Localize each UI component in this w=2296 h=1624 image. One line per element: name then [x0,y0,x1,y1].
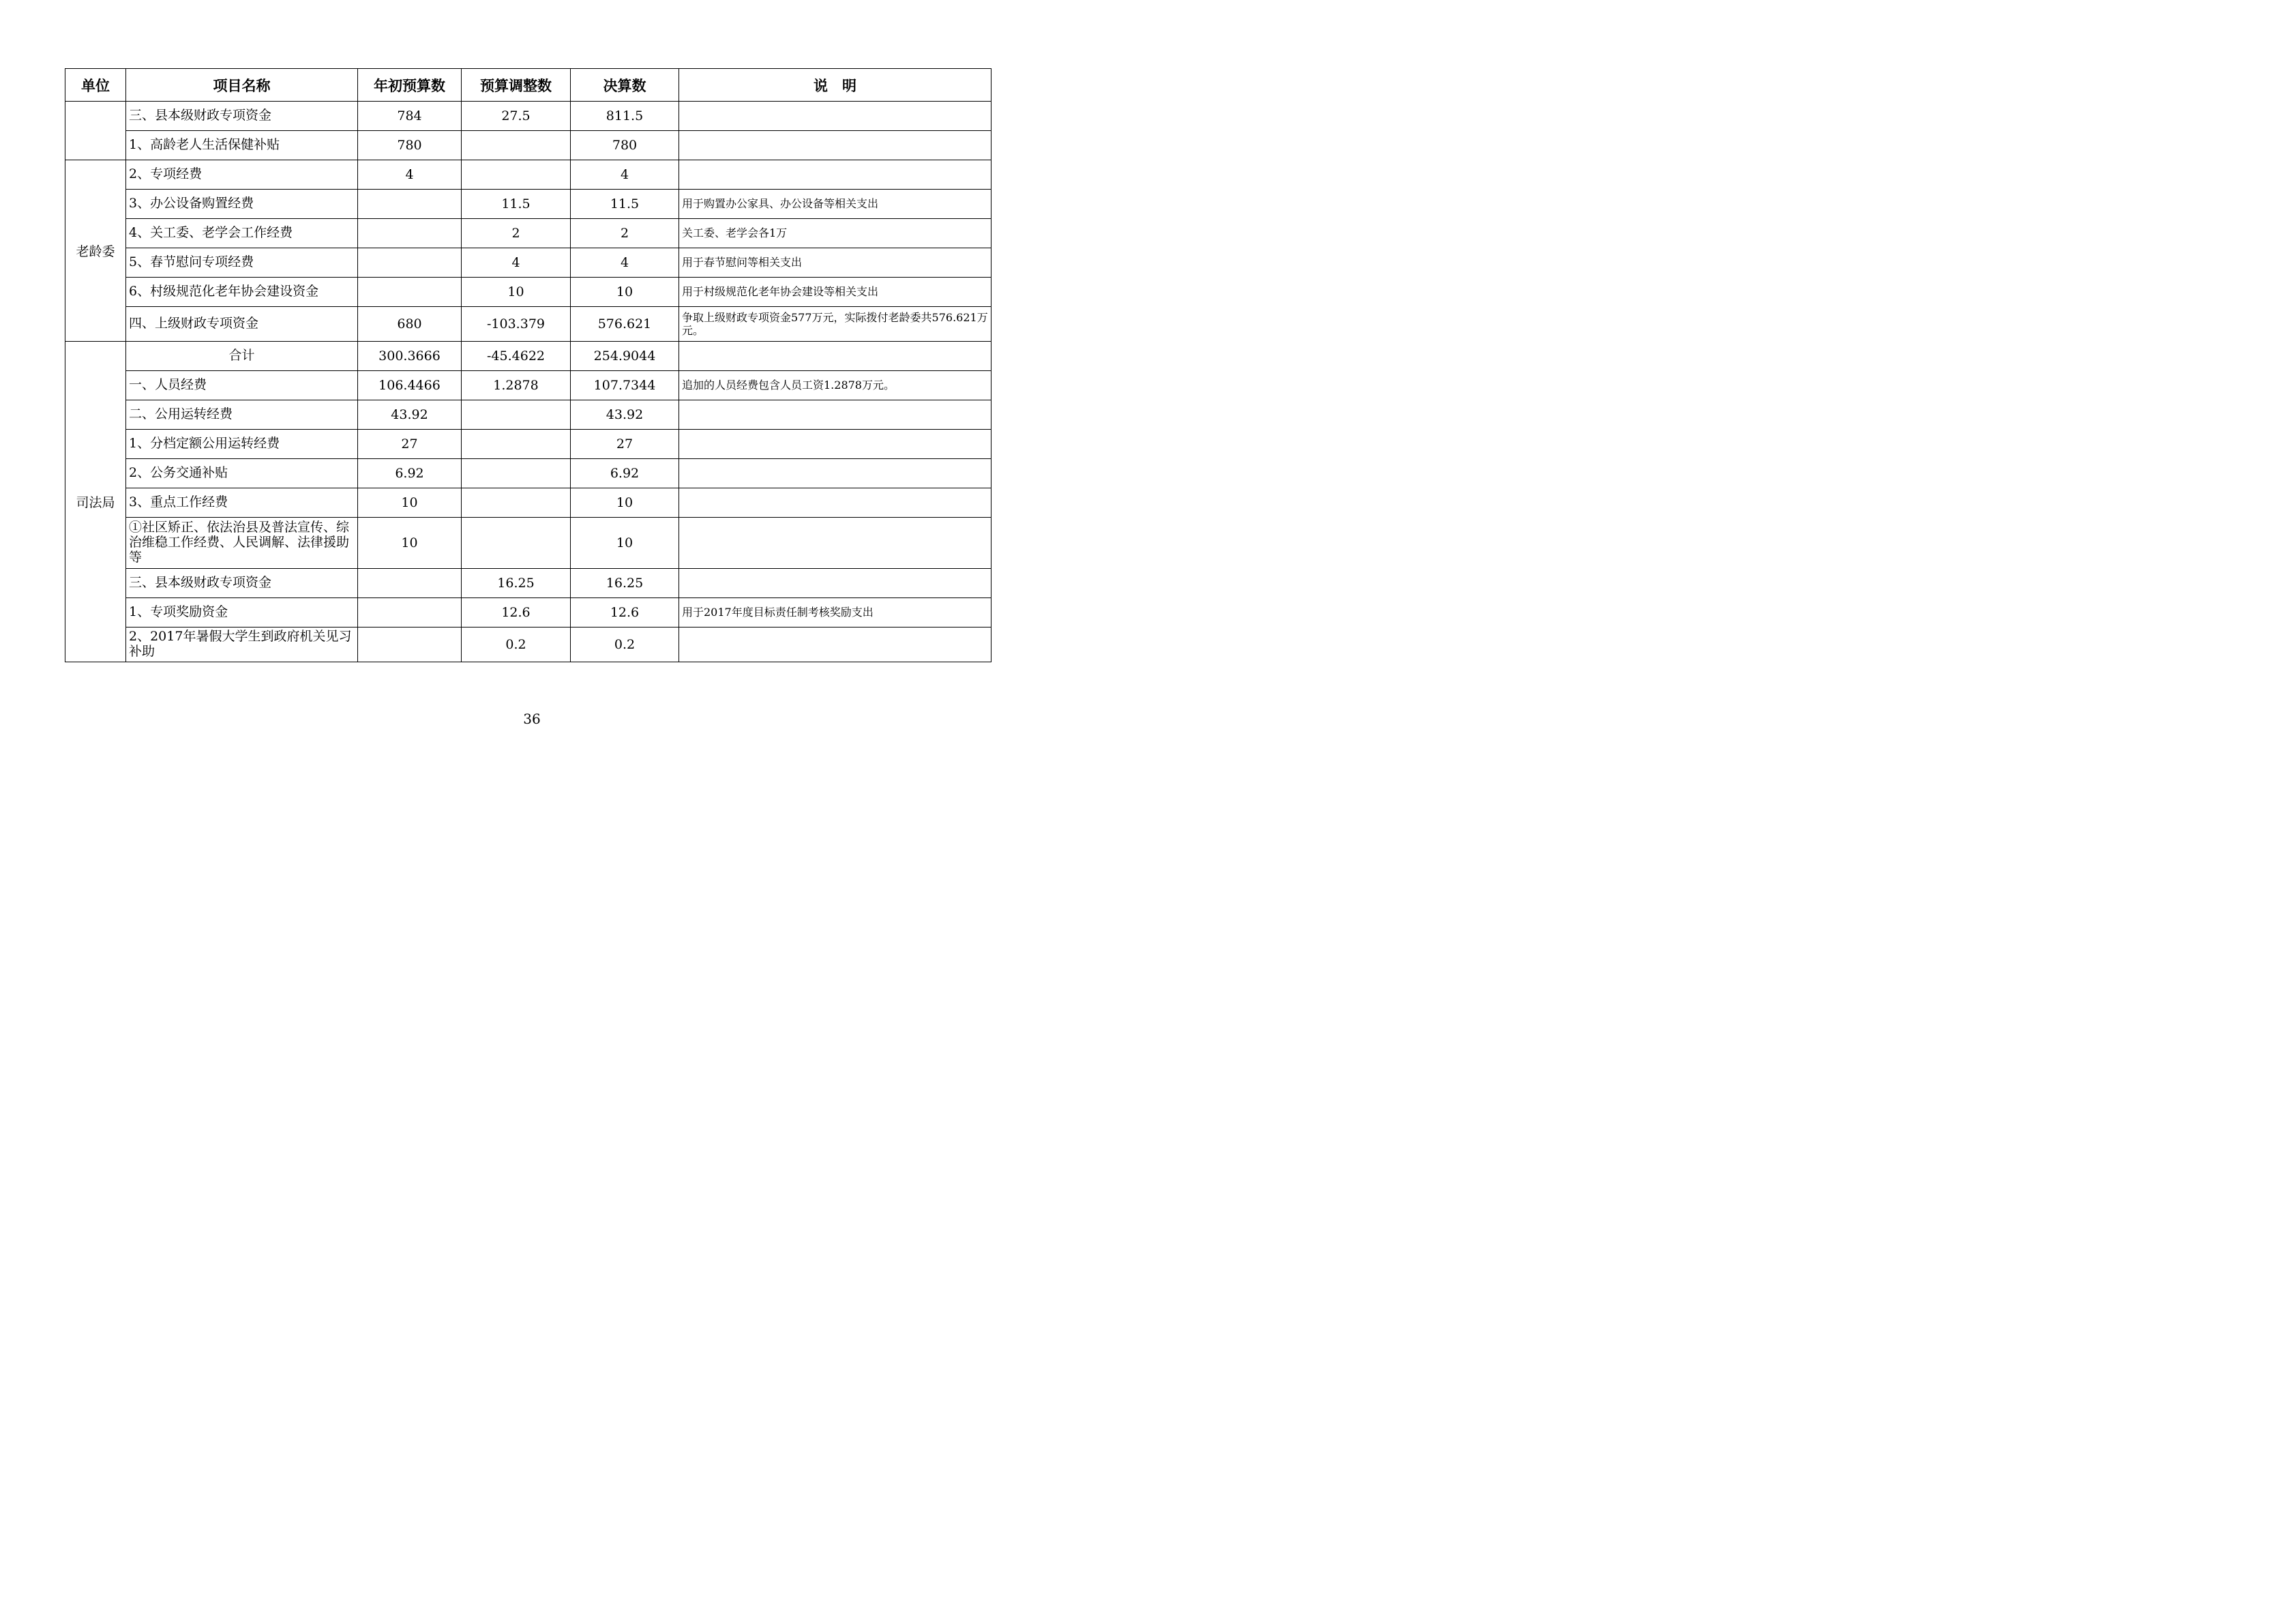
final-account-cell: 576.621 [571,307,679,342]
adjustment-cell: 1.2878 [462,371,571,400]
item-name-cell: 一、人员经费 [126,371,358,400]
item-name-cell: 四、上级财政专项资金 [126,307,358,342]
final-account-cell: 16.25 [571,569,679,598]
final-account-cell: 780 [571,131,679,160]
item-name-cell: 1、专项奖励资金 [126,598,358,628]
adjustment-cell [462,430,571,459]
final-account-cell: 811.5 [571,102,679,131]
item-name-cell: ①社区矫正、依法治县及普法宣传、综治维稳工作经费、人民调解、法律援助等 [126,518,358,569]
adjustment-cell: -103.379 [462,307,571,342]
table-row [65,430,992,459]
table-row [65,598,992,628]
table-row [65,342,992,371]
adjustment-cell: 11.5 [462,190,571,219]
final-account-cell: 4 [571,248,679,278]
initial-budget-cell [358,278,462,307]
note-cell: 追加的人员经费包含人员工资1.2878万元。 [679,371,992,400]
initial-budget-cell: 43.92 [358,400,462,430]
final-account-cell: 10 [571,518,679,569]
budget-table [65,68,992,662]
adjustment-cell [462,459,571,488]
table-row [65,278,992,307]
note-cell [679,459,992,488]
initial-budget-cell: 10 [358,488,462,518]
table-row [65,400,992,430]
note-cell: 用于春节慰问等相关支出 [679,248,992,278]
note-cell [679,400,992,430]
initial-budget-cell: 4 [358,160,462,190]
final-account-cell: 107.7344 [571,371,679,400]
initial-budget-cell: 27 [358,430,462,459]
note-cell [679,102,992,131]
table-row [65,628,992,662]
note-cell: 关工委、老学会各1万 [679,219,992,248]
table-row [65,219,992,248]
initial-budget-cell [358,628,462,662]
note-cell [679,628,992,662]
final-account-cell: 4 [571,160,679,190]
initial-budget-cell [358,598,462,628]
final-account-cell: 43.92 [571,400,679,430]
adjustment-cell: 4 [462,248,571,278]
note-cell [679,342,992,371]
adjustment-cell [462,518,571,569]
adjustment-cell: 27.5 [462,102,571,131]
item-name-cell: 3、办公设备购置经费 [126,190,358,219]
table-row [65,248,992,278]
header-initial-budget: 年初预算数 [358,69,462,102]
adjustment-cell: 2 [462,219,571,248]
initial-budget-cell: 10 [358,518,462,569]
note-cell: 用于村级规范化老年协会建设等相关支出 [679,278,992,307]
table-row [65,190,992,219]
adjustment-cell: 10 [462,278,571,307]
initial-budget-cell [358,569,462,598]
final-account-cell: 254.9044 [571,342,679,371]
table-row [65,488,992,518]
final-account-cell: 27 [571,430,679,459]
unit-cell-sifaju: 司法局 [65,342,126,662]
table-row [65,102,992,131]
header-final-account: 决算数 [571,69,679,102]
item-name-cell: 3、重点工作经费 [126,488,358,518]
unit-cell-laolingwei: 老龄委 [65,160,126,342]
initial-budget-cell: 300.3666 [358,342,462,371]
item-name-cell: 三、县本级财政专项资金 [126,569,358,598]
initial-budget-cell [358,190,462,219]
adjustment-cell: -45.4622 [462,342,571,371]
table-row [65,131,992,160]
initial-budget-cell: 106.4466 [358,371,462,400]
adjustment-cell: 0.2 [462,628,571,662]
initial-budget-cell: 784 [358,102,462,131]
note-cell [679,488,992,518]
final-account-cell: 0.2 [571,628,679,662]
final-account-cell: 10 [571,278,679,307]
final-account-cell: 12.6 [571,598,679,628]
initial-budget-cell [358,219,462,248]
header-note: 说 明 [679,69,992,102]
header-budget-adjustment: 预算调整数 [462,69,571,102]
item-name-cell: 2、2017年暑假大学生到政府机关见习补助 [126,628,358,662]
header-row [65,69,992,102]
final-account-cell: 10 [571,488,679,518]
table-row [65,371,992,400]
note-cell [679,569,992,598]
adjustment-cell [462,131,571,160]
final-account-cell: 2 [571,219,679,248]
note-cell [679,131,992,160]
note-cell [679,518,992,569]
initial-budget-cell: 780 [358,131,462,160]
adjustment-cell: 12.6 [462,598,571,628]
note-cell [679,430,992,459]
note-cell: 用于购置办公家具、办公设备等相关支出 [679,190,992,219]
adjustment-cell [462,488,571,518]
initial-budget-cell [358,248,462,278]
final-account-cell: 6.92 [571,459,679,488]
note-cell: 用于2017年度目标责任制考核奖励支出 [679,598,992,628]
table-row [65,518,992,569]
table-row [65,307,992,342]
item-name-cell: 1、高龄老人生活保健补贴 [126,131,358,160]
header-unit: 单位 [65,69,126,102]
item-name-cell: 二、公用运转经费 [126,400,358,430]
table-row [65,160,992,190]
item-name-cell: 4、关工委、老学会工作经费 [126,219,358,248]
item-name-cell: 5、春节慰问专项经费 [126,248,358,278]
note-cell [679,160,992,190]
initial-budget-cell: 680 [358,307,462,342]
item-name-cell: 三、县本级财政专项资金 [126,102,358,131]
header-item-name: 项目名称 [126,69,358,102]
adjustment-cell [462,400,571,430]
final-account-cell: 11.5 [571,190,679,219]
initial-budget-cell: 6.92 [358,459,462,488]
item-name-cell: 6、村级规范化老年协会建设资金 [126,278,358,307]
item-name-cell: 2、公务交通补贴 [126,459,358,488]
note-cell: 争取上级财政专项资金577万元，实际拨付老龄委共576.621万元。 [679,307,992,342]
item-name-cell: 1、分档定额公用运转经费 [126,430,358,459]
table-row [65,569,992,598]
adjustment-cell: 16.25 [462,569,571,598]
page-number: 36 [523,711,541,727]
unit-cell-blank [65,102,126,160]
adjustment-cell [462,160,571,190]
table-row [65,459,992,488]
item-name-cell: 2、专项经费 [126,160,358,190]
item-name-cell: 合计 [126,342,358,371]
